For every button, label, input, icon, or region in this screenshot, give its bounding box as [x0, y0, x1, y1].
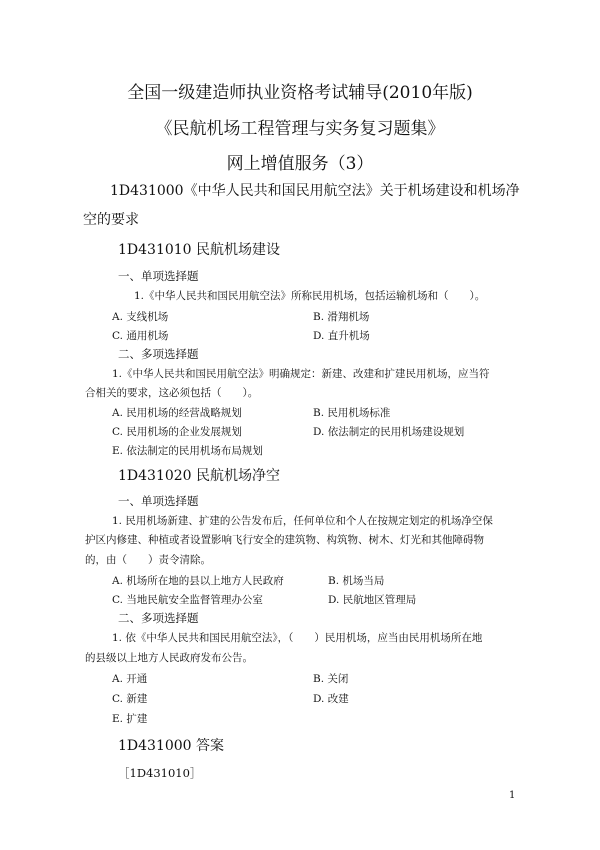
option-b: B. 民用机场标准 — [313, 407, 391, 419]
option-b: B. 关闭 — [313, 673, 349, 685]
question-text-line2: 的县级以上地方人民政府发布公告。 — [85, 652, 253, 664]
option-a: A. 民用机场的经营战略规划 — [112, 407, 242, 419]
question-text-line1: 1.《中华人民共和国民用航空法》明确规定：新建、改建和扩建民用机场，应当符 — [112, 368, 490, 380]
multi-choice-heading: 二、多项选择题 — [118, 347, 199, 361]
document-title-line2: 《民航机场工程管理与实务复习题集》 — [155, 119, 445, 139]
document-title-line1: 全国一级建造师执业资格考试辅导(2010年版) — [127, 83, 473, 103]
option-a: A. 支线机场 — [112, 311, 169, 323]
chapter-heading-line2: 空的要求 — [83, 212, 139, 228]
option-b: B. 机场当局 — [328, 575, 385, 587]
option-d: D. 改建 — [313, 693, 349, 705]
option-e: E. 依法制定的民用机场布局规划 — [112, 445, 263, 457]
option-e: E. 扩建 — [112, 713, 148, 725]
single-choice-heading: 一、单项选择题 — [118, 269, 199, 283]
answers-subheading: ［1D431010］ — [118, 766, 202, 780]
question-text-line1: 1. 依《中华人民共和国民用航空法》，（ ）民用机场，应当由民用机场所在地 — [112, 632, 483, 644]
answers-heading: 1D431000 答案 — [118, 738, 225, 754]
option-a: A. 开通 — [112, 673, 148, 685]
question-text-line2: 护区内修建、种植或者设置影响飞行安全的建筑物、构筑物、树木、灯光和其他障碍物 — [85, 534, 484, 546]
option-d: D. 依法制定的民用机场建设规划 — [313, 426, 465, 438]
page-number: 1 — [509, 790, 516, 801]
section-title-1d431020: 1D431020 民航机场净空 — [118, 468, 281, 484]
section-title-1d431010: 1D431010 民航机场建设 — [118, 242, 281, 258]
question-text-line3: 的，由（ ）责令清除。 — [85, 554, 211, 566]
question-text-line2: 合相关的要求，这必须包括（ ）。 — [85, 387, 259, 399]
option-d: D. 直升机场 — [313, 330, 370, 342]
option-c: C. 民用机场的企业发展规划 — [112, 426, 242, 438]
option-c: C. 新建 — [112, 693, 148, 705]
chapter-heading-line1: 1D431000《中华人民共和国民用航空法》关于机场建设和机场净 — [110, 183, 520, 199]
option-c: C. 通用机场 — [112, 330, 169, 342]
option-c: C. 当地民航安全监督管理办公室 — [112, 594, 263, 606]
option-d: D. 民航地区管理局 — [328, 594, 417, 606]
multi-choice-heading: 二、多项选择题 — [118, 611, 199, 625]
single-choice-heading: 一、单项选择题 — [118, 494, 199, 508]
question-text-line1: 1. 民用机场新建、扩建的公告发布后，任何单位和个人在按规定划定的机场净空保 — [112, 515, 493, 527]
option-a: A. 机场所在地的县以上地方人民政府 — [112, 575, 284, 587]
question-text: 1.《中华人民共和国民用航空法》所称民用机场，包括运输机场和（ ）。 — [134, 290, 486, 302]
document-title-line3: 网上增值服务（3） — [226, 154, 374, 174]
option-b: B. 滑翔机场 — [313, 311, 370, 323]
